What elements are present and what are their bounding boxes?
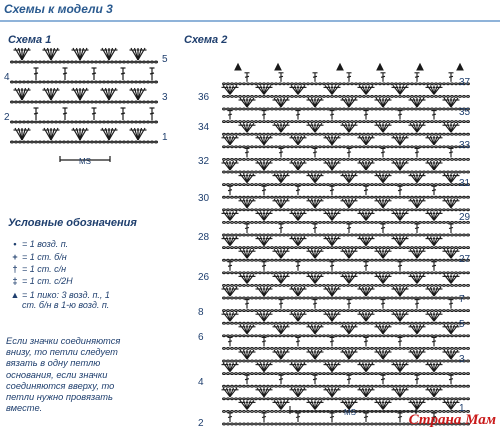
legend-item bbox=[8, 276, 73, 286]
picot-mark bbox=[377, 64, 383, 70]
row-number: 3 bbox=[459, 354, 465, 365]
row-number: 36 bbox=[198, 92, 210, 103]
row-number: 6 bbox=[198, 332, 204, 343]
legend-symbol: † bbox=[12, 264, 18, 274]
row-number: 2 bbox=[198, 418, 204, 429]
legend-item bbox=[8, 252, 67, 262]
schema2-diagram bbox=[180, 40, 470, 440]
ms-label: MS bbox=[344, 408, 356, 417]
picot-mark bbox=[457, 64, 463, 70]
watermark: Страна Мам bbox=[408, 412, 496, 428]
row-number: 4 bbox=[198, 377, 204, 388]
schema2-title: Схема 2 bbox=[184, 34, 228, 46]
row-number: 26 bbox=[198, 272, 210, 283]
row-number: 3 bbox=[162, 92, 168, 103]
schema1-title: Схема 1 bbox=[8, 34, 52, 46]
header-divider bbox=[0, 20, 500, 22]
legend-symbol: ▲ bbox=[10, 290, 20, 300]
legend-symbol: + bbox=[12, 252, 18, 262]
legend-text: = 1 ст. б/н bbox=[22, 252, 67, 262]
picot-mark bbox=[275, 64, 281, 70]
row-number: 32 bbox=[198, 156, 210, 167]
instruction-note: Если значки соединяются внизу, то петли следует вязать в одну петлю основания, если значки соединяются вверху, то петли нужно провязать вместе. bbox=[6, 336, 121, 414]
page-title: Схемы к модели 3 bbox=[4, 2, 113, 16]
row-number: 4 bbox=[4, 72, 10, 83]
schema1-diagram bbox=[0, 40, 180, 170]
row-number: 1 bbox=[162, 132, 168, 143]
row-number: 33 bbox=[459, 140, 470, 151]
legend-item bbox=[8, 290, 122, 310]
row-number: 5 bbox=[162, 54, 168, 65]
legend-text: = 1 возд. п. bbox=[22, 239, 69, 249]
row-number: 31 bbox=[459, 178, 470, 189]
legend-symbol: ‡ bbox=[12, 276, 18, 286]
legend-text: = 1 ст. с/2Н bbox=[22, 276, 73, 286]
row-number: 2 bbox=[4, 112, 10, 123]
picot-mark bbox=[235, 64, 241, 70]
row-number: 34 bbox=[198, 122, 210, 133]
row-number: 30 bbox=[198, 193, 210, 204]
legend-item bbox=[8, 264, 66, 274]
legend-title: Условные обозначения bbox=[8, 217, 137, 229]
row-number: 7 bbox=[459, 294, 465, 305]
picot-mark bbox=[417, 64, 423, 70]
picot-mark bbox=[337, 64, 343, 70]
legend-symbol: • bbox=[13, 239, 17, 249]
row-number: 28 bbox=[198, 232, 210, 243]
ms-label: MS bbox=[79, 157, 91, 166]
row-number: 29 bbox=[459, 212, 470, 223]
row-number: 27 bbox=[459, 254, 470, 265]
row-number: 1 bbox=[459, 403, 465, 414]
row-number: 35 bbox=[459, 107, 470, 118]
row-number: 5 bbox=[459, 319, 465, 330]
legend-text: = 1 ст. с/н bbox=[22, 264, 67, 274]
row-number: 8 bbox=[198, 307, 204, 318]
legend-text: = 1 пико: 3 возд. п., 1 ст. б/н в 1-ю возд. п. bbox=[22, 290, 110, 310]
row-number: 37 bbox=[459, 77, 470, 88]
legend-item bbox=[8, 239, 68, 249]
